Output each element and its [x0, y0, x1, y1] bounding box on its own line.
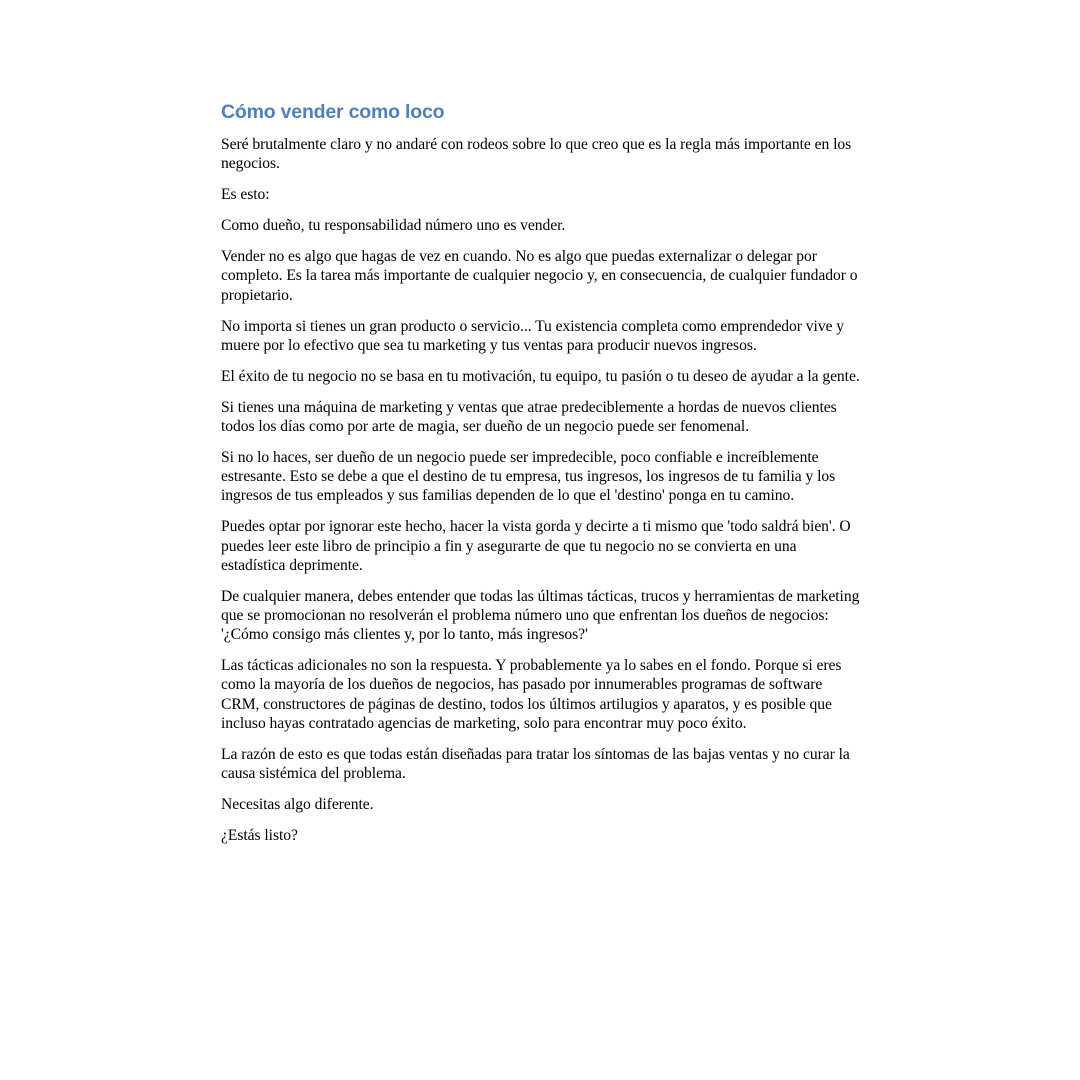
paragraph: Seré brutalmente claro y no andaré con rodeos sobre lo que creo que es la regla más importante en los negocios.: [221, 136, 852, 173]
paragraph: De cualquier manera, debes entender que todas las últimas tácticas, trucos y herramientas de marketing que se promocionan no resolverán el problema número uno que enfrentan los dueños de negocios: '¿Cómo consigo más clientes y, por lo tanto, más ingresos?': [221, 587, 860, 644]
paragraph: No importa si tienes un gran producto o servicio... Tu existencia completa como emprendedor vive y muere por lo efectivo que sea tu marketing y tus ventas para producir nuevos ingresos.: [221, 317, 845, 354]
paragraph: Puedes optar por ignorar este hecho, hacer la vista gorda y decirte a ti mismo que 'todo saldrá bien'. O puedes leer este libro de principio a fin y asegurarte de que tu negocio no se convierta en una estadística deprimente.: [221, 518, 851, 574]
paragraph: ¿Estás listo?: [221, 827, 298, 845]
paragraph: Las tácticas adicionales no son la respuesta. Y probablemente ya lo sabes en el fondo. Porque si eres como la mayoría de los dueños de negocios, has pasado por innumerables programas de software CRM, constructores de páginas de destino, todos los últimos artilugios y aparatos, y es posible que incluso hayas contratado agencias de marketing, solo para encontrar muy poco éxito.: [221, 657, 842, 732]
paragraph: Es esto:: [221, 186, 270, 204]
document-page: [221, 98, 861, 857]
document-title: Cómo vender como loco: [221, 101, 445, 123]
paragraph: Como dueño, tu responsabilidad número uno es vender.: [221, 217, 566, 235]
paragraph: La razón de esto es que todas están diseñadas para tratar los síntomas de las bajas ventas y no curar la causa sistémica del problema.: [221, 745, 850, 783]
paragraph: El éxito de tu negocio no se basa en tu motivación, tu equipo, tu pasión o tu deseo de ayudar a la gente.: [221, 367, 860, 385]
paragraph: Vender no es algo que hagas de vez en cuando. No es algo que puedas externalizar o delegar por completo. Es la tarea más importante de cualquier negocio y, en consecuencia, de cualquier fundador o propietario.: [221, 248, 858, 304]
paragraph: Necesitas algo diferente.: [221, 796, 374, 814]
paragraph: Si no lo haces, ser dueño de un negocio puede ser impredecible, poco confiable e increíblemente estresante. Esto se debe a que el destino de tu empresa, tus ingresos, los ingresos de tu familia y los ingresos de tus empleados y sus familias dependen de lo que el 'destino' ponga en tu camino.: [221, 449, 836, 505]
paragraph: Si tienes una máquina de marketing y ventas que atrae predeciblemente a hordas de nuevos clientes todos los días como por arte de magia, ser dueño de un negocio puede ser fenomenal.: [221, 398, 837, 436]
